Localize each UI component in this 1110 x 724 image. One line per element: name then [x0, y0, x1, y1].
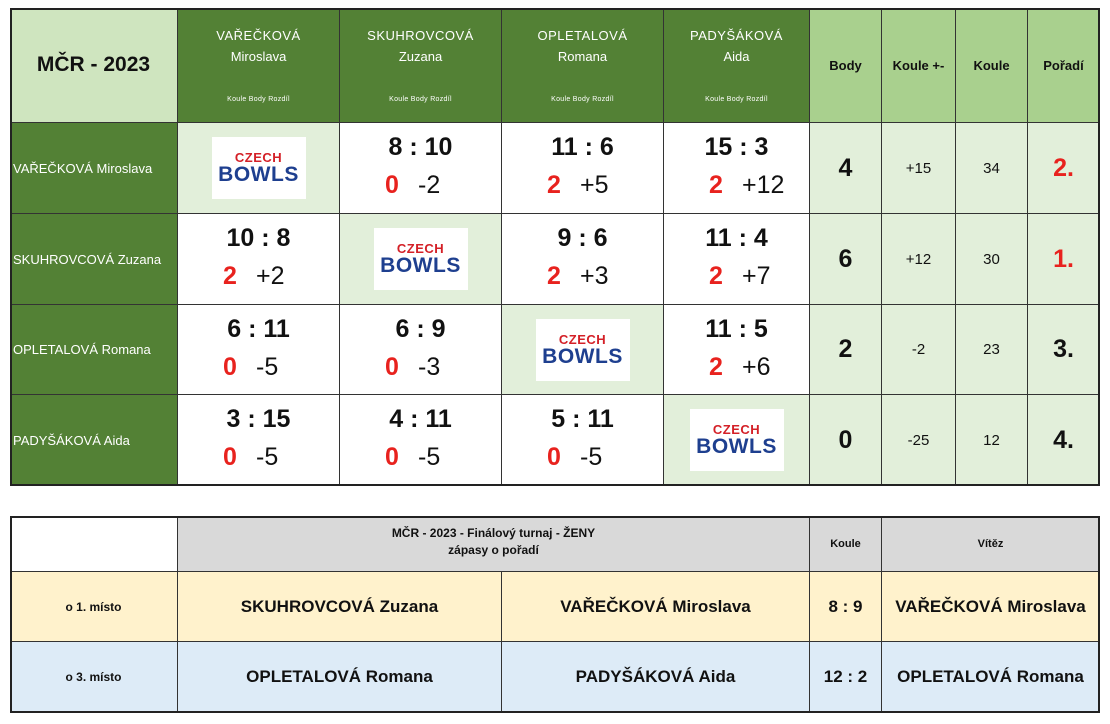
czech-bowls-logo [212, 137, 306, 199]
logo-text-czech: CZECH [396, 241, 445, 256]
logo-text-czech: CZECH [558, 331, 607, 347]
points-total: 4 [810, 123, 882, 214]
row-header-player: SKUHROVCOVÁ Zuzana [10, 214, 178, 305]
finals-header-winner: Vítěz [882, 516, 1100, 572]
finals-winner: VAŘEČKOVÁ Miroslava [882, 572, 1100, 642]
balls-difference: +12 [882, 214, 956, 305]
match-difference: -5 [256, 353, 279, 381]
match-cell [502, 123, 664, 214]
match-score: 11 : 4 [705, 224, 768, 252]
match-difference: +6 [742, 353, 771, 381]
match-score: 11 : 6 [551, 133, 614, 161]
finals-player-2: PADYŠÁKOVÁ Aida [502, 642, 810, 713]
column-header-player [340, 8, 502, 123]
czech-bowls-logo [690, 409, 784, 471]
balls-total: 30 [956, 214, 1028, 305]
match-points: 0 [385, 443, 399, 471]
balls-difference: +15 [882, 123, 956, 214]
finals-corner-cell [10, 516, 178, 572]
match-score: 4 : 11 [389, 405, 452, 433]
match-cell [178, 214, 340, 305]
match-difference: +12 [742, 171, 785, 199]
balls-total: 23 [956, 305, 1028, 395]
finals-title-line2: zápasy o pořadí [448, 543, 539, 557]
match-score: 11 : 5 [705, 315, 768, 343]
finals-score: 8 : 9 [810, 572, 882, 642]
match-cell [340, 305, 502, 395]
player-firstname: Aida [723, 49, 750, 64]
match-points: 2 [709, 171, 723, 199]
balls-total: 12 [956, 395, 1028, 486]
diagonal-logo-cell [178, 123, 340, 214]
column-header-koule-diff: Koule +- [882, 8, 956, 123]
match-difference: +7 [742, 262, 771, 290]
table-title: MČR - 2023 [10, 8, 178, 123]
ranking: 1. [1028, 214, 1100, 305]
match-points: 2 [709, 262, 723, 290]
match-cell [502, 395, 664, 486]
match-cell [340, 395, 502, 486]
points-total: 0 [810, 395, 882, 486]
ranking: 2. [1028, 123, 1100, 214]
logo-text-czech: CZECH [234, 150, 283, 165]
match-difference: -3 [418, 353, 441, 381]
column-subheader: Koule Body Rozdíl [389, 96, 452, 103]
match-difference: +2 [256, 262, 285, 290]
player-firstname: Romana [557, 49, 608, 64]
match-points: 2 [223, 262, 237, 290]
czech-bowls-logo [374, 228, 468, 290]
logo-text-bowls: BOWLS [696, 435, 777, 458]
match-cell [178, 395, 340, 486]
match-points: 0 [223, 443, 237, 471]
logo-text-bowls: BOWLS [380, 254, 461, 277]
match-score: 15 : 3 [704, 133, 769, 161]
match-score: 10 : 8 [226, 224, 291, 252]
column-subheader: Koule Body Rozdíl [551, 96, 614, 103]
player-surname: PADYŠÁKOVÁ [690, 28, 783, 43]
match-cell [664, 305, 810, 395]
match-cell [502, 214, 664, 305]
match-difference: -5 [580, 443, 603, 471]
row-header-player: PADYŠÁKOVÁ Aida [10, 395, 178, 486]
match-difference: +5 [580, 171, 609, 199]
column-header-player [664, 8, 810, 123]
row-header-player: VAŘEČKOVÁ Miroslava [10, 123, 178, 214]
match-points: 0 [223, 353, 237, 381]
player-surname: VAŘEČKOVÁ [216, 28, 301, 43]
finals-score: 12 : 2 [810, 642, 882, 713]
player-surname: SKUHROVCOVÁ [367, 28, 474, 43]
finals-title-line1: MČR - 2023 - Finálový turnaj - ŽENY [391, 526, 596, 540]
player-firstname: Miroslava [230, 49, 287, 64]
match-difference: -2 [418, 171, 441, 199]
match-points: 0 [547, 443, 561, 471]
finals-player-1: SKUHROVCOVÁ Zuzana [178, 572, 502, 642]
points-total: 2 [810, 305, 882, 395]
balls-difference: -25 [882, 395, 956, 486]
column-header-body: Body [810, 8, 882, 123]
column-subheader: Koule Body Rozdíl [705, 96, 768, 103]
finals-player-2: VAŘEČKOVÁ Miroslava [502, 572, 810, 642]
match-points: 0 [385, 171, 399, 199]
diagonal-logo-cell [340, 214, 502, 305]
column-header-player [502, 8, 664, 123]
points-total: 6 [810, 214, 882, 305]
diagonal-logo-cell [664, 395, 810, 486]
round-robin-table [10, 8, 1100, 486]
finals-title [178, 516, 810, 572]
logo-text-bowls: BOWLS [218, 163, 299, 186]
balls-difference: -2 [882, 305, 956, 395]
logo-text-bowls: BOWLS [542, 344, 623, 368]
match-cell [664, 214, 810, 305]
match-score: 8 : 10 [388, 133, 453, 161]
match-cell [178, 305, 340, 395]
match-difference: -5 [418, 443, 441, 471]
row-header-player: OPLETALOVÁ Romana [10, 305, 178, 395]
logo-text-czech: CZECH [712, 422, 761, 437]
player-firstname: Zuzana [398, 49, 443, 64]
finals-winner: OPLETALOVÁ Romana [882, 642, 1100, 713]
match-difference: -5 [256, 443, 279, 471]
czech-bowls-logo [536, 319, 630, 381]
ranking: 3. [1028, 305, 1100, 395]
placement-label: o 3. místo [10, 642, 178, 713]
match-cell [664, 123, 810, 214]
match-points: 0 [385, 353, 399, 381]
match-points: 2 [547, 262, 561, 290]
match-score: 9 : 6 [557, 224, 608, 252]
finals-header-koule: Koule [810, 516, 882, 572]
player-surname: OPLETALOVÁ [537, 28, 628, 43]
match-difference: +3 [580, 262, 609, 290]
placement-label: o 1. místo [10, 572, 178, 642]
column-header-koule: Koule [956, 8, 1028, 123]
ranking: 4. [1028, 395, 1100, 486]
match-score: 6 : 11 [227, 315, 290, 343]
column-header-poradi: Pořadí [1028, 8, 1100, 123]
diagonal-logo-cell [502, 305, 664, 395]
column-subheader: Koule Body Rozdíl [227, 96, 290, 103]
match-score: 5 : 11 [551, 405, 614, 433]
match-cell [340, 123, 502, 214]
finals-player-1: OPLETALOVÁ Romana [178, 642, 502, 713]
column-header-player [178, 8, 340, 123]
finals-table [10, 516, 1100, 713]
match-score: 3 : 15 [226, 405, 291, 433]
match-score: 6 : 9 [395, 315, 446, 343]
balls-total: 34 [956, 123, 1028, 214]
match-points: 2 [547, 171, 561, 199]
match-points: 2 [709, 353, 723, 381]
